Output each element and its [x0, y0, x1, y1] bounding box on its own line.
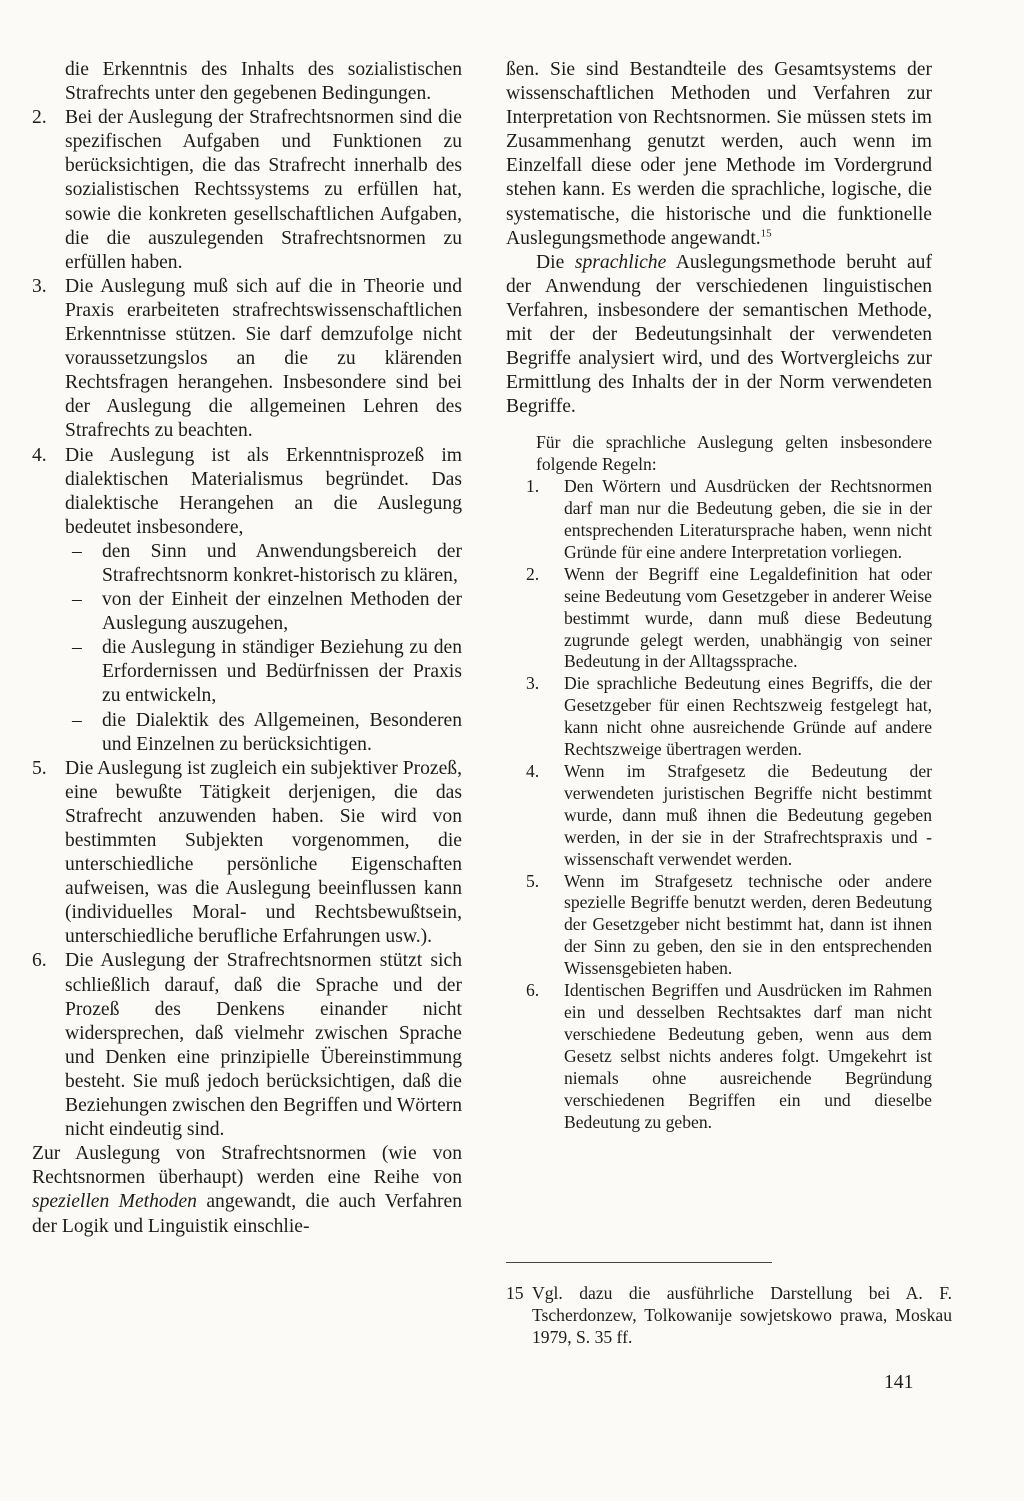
dash-item [32, 540, 462, 588]
rule-text: Wenn im Strafgesetz technische oder andere spezielle Begriffe benutzt werden, deren Bedeutung der Gesetzgeber nicht bestimmt hat, dann ist ihnen der Sinn zu geben, den sie in den entsprechenden Wissensgebieten haben. [564, 870, 932, 979]
rule-item [506, 761, 932, 871]
dash-marker: – [72, 540, 82, 562]
dash-marker: – [72, 709, 82, 731]
footnote [506, 1283, 952, 1349]
left-column [32, 58, 462, 1239]
list-item-5 [32, 757, 462, 950]
rule-text: Die sprachliche Bedeutung eines Begriffs, die der Gesetzgeber für einen Rechtszweig festgelegt hat, kann nicht ohne ausreichende Gründe auf andere Rechtszweige übertragen werden. [564, 673, 932, 760]
dash-text: den Sinn und Anwendungsbereich der Strafrechtsnorm konkret-historisch zu klären, [102, 540, 462, 586]
dash-item [32, 709, 462, 757]
footnote-divider [506, 1262, 772, 1263]
rules-intro: Für die sprachliche Auslegung gelten insbesondere folgende Regeln: [536, 432, 932, 475]
paragraph-text: Die [536, 251, 575, 273]
list-number: 5. [32, 757, 47, 779]
list-item-3 [32, 275, 462, 444]
rule-text: Identischen Begriffen und Ausdrücken im Rahmen ein und desselben Rechtsaktes darf man nicht verschiedene Bedeutung geben, wenn aus dem Gesetz selbst nichts anderes folgt. Umgekehrt ist niemals ohne ausreichende Begründung verschiedenen Begriffen ein und dieselbe Bedeutung zu geben. [564, 980, 932, 1132]
rule-text: Wenn im Strafgesetz die Bedeutung der verwendeten juristischen Begriffe nicht bestimmt wurde, dann muß ihnen die Bedeutung gegeben werden, in der sie in der Strafrechtspraxis und -wissenschaft verwendet werden. [564, 761, 932, 869]
methods-continuation [506, 58, 932, 251]
dash-text: die Auslegung in ständiger Beziehung zu den Erfordernissen und Bedürfnissen der Praxis zu entwickeln, [102, 637, 462, 707]
footnote-reference: 15 [760, 227, 772, 240]
list-item-2 [32, 106, 462, 275]
rule-item [506, 476, 932, 564]
page-number: 141 [884, 1372, 914, 1393]
linguistic-method-paragraph [506, 251, 932, 420]
rule-number: 3. [526, 673, 540, 694]
list-text: Die Auslegung muß sich auf die in Theorie und Praxis erarbeiteten strafrechtswissenschaftlichen Erkenntnisse stützen. Sie darf demzufolge nicht voraussetzungslos an die zu klärenden Rechtsfragen herangehen. Insbesondere sind bei der Auslegung die allgemeinen Lehren des Strafrechts zu beachten. [65, 275, 462, 442]
list-number: 2. [32, 107, 47, 129]
list-number: 3. [32, 275, 47, 297]
paragraph-text: angewandt, die auch Verfahren der Logik und Linguistik einschlie- [32, 1191, 463, 1237]
rule-number: 2. [526, 563, 540, 584]
methods-paragraph [32, 1142, 462, 1238]
list-item-6 [32, 949, 462, 1142]
footnote-number: 15 [506, 1283, 524, 1303]
rule-item [506, 871, 932, 981]
list-text: Die Auslegung der Strafrechtsnormen stützt sich schließlich darauf, daß die Sprache und der Prozeß des Denkens einander nicht widersprechen, daß vielmehr zwischen Sprache und Denken eine prinzipielle Übereinstimmung besteht. Sie muß jedoch berücksichtigen, daß die Beziehungen zwischen den Begriffen und Wörtern nicht eindeutig sind. [65, 950, 463, 1141]
dash-text: die Dialektik des Allgemeinen, Besonderen und Einzelnen zu berücksichtigen. [102, 709, 462, 755]
footnote-text: Vgl. dazu die ausführliche Darstellung bei A. F. Tscherdonzew, Tolkowanije sowjetskowo prawa, Moskau 1979, S. 35 ff. [532, 1283, 952, 1347]
list-number: 6. [32, 950, 47, 972]
dash-text: von der Einheit der einzelnen Methoden der Auslegung auszugehen, [102, 589, 462, 635]
rule-text: Den Wörtern und Ausdrücken der Rechtsnormen darf man nur die Bedeutung geben, die sie in der entsprechenden Literatursprache haben, wenn nicht Gründe für eine andere Interpretation vorliegen. [564, 476, 932, 562]
rule-item [506, 673, 932, 761]
dash-item [32, 588, 462, 636]
right-column [506, 58, 932, 1133]
emphasis-text: sprachliche [574, 251, 667, 273]
rule-number: 4. [526, 761, 540, 781]
item1-continuation: die Erkenntnis des Inhalts des sozialistischen Strafrechts unter den gegebenen Bedingungen. [65, 59, 462, 105]
dash-item [32, 636, 462, 708]
list-text: Die Auslegung ist als Erkenntnisprozeß im dialektischen Materialismus begründet. Das dialektische Herangehen an die Auslegung bedeutet insbesondere, [65, 444, 462, 538]
paragraph-text: Auslegungsmethode beruht auf der Anwendung der verschiedenen linguistischen Verfahren, insbesondere der semantischen Methode, mit der der Bedeutungsinhalt der verwendeten Begriffe analysiert wird, und des Wortvergleichs zur Ermittlung des Inhalts der in der Norm verwendeten Begriffe. [506, 251, 932, 418]
list-item-4 [32, 444, 462, 540]
dash-marker: – [72, 637, 82, 659]
rule-text: Wenn der Begriff eine Legaldefinition hat oder seine Bedeutung vom Gesetzgeber in anderer Weise bestimmt wurde, dann muß diese Bedeutung zugrunde gelegt werden, unabhängig von seiner Bedeutung in der Alltagssprache. [564, 563, 932, 672]
rule-number: 1. [526, 476, 540, 497]
rule-number: 5. [526, 870, 540, 891]
dash-marker: – [72, 589, 82, 611]
list-text: Bei der Auslegung der Strafrechtsnormen sind die spezifischen Aufgaben und Funktionen zu berücksichtigen, die das Strafrecht innerhalb des sozialistischen Rechtssystems zu erfüllen hat, sowie die konkreten gesellschaftlichen Aufgaben, die die auszulegenden Strafrechtsnormen zu erfüllen haben. [65, 107, 462, 273]
emphasis-text: speziellen Methoden [32, 1191, 197, 1213]
rule-item [506, 980, 932, 1133]
paragraph-text: ßen. Sie sind Bestandteile des Gesamtsystems der wissenschaftlichen Methoden und Verfahren zur Interpretation von Rechtsnormen. Sie müssen stets im Zusammenhang genutzt werden, auch wenn im Einzelfall diese oder jene Methode im Vordergrund stehen kann. Es werden die sprachliche, logische, die systematische, die historische und die funktionelle Auslegungsmethode angewandt. [506, 59, 932, 249]
list-text: Die Auslegung ist zugleich ein subjektiver Prozeß, eine bewußte Tätigkeit derjenigen, die das Strafrecht anzuwenden haben. Sie wird von bestimmten Subjekten vorgenommen, die unterschiedliche persönliche Eigenschaften aufweisen, was die Auslegung beeinflussen kann (individuelles Moral- und Rechtsbewußtsein, unterschiedliche berufliche Erfahrungen usw.). [65, 757, 462, 948]
rule-item [506, 564, 932, 674]
paragraph-text: Zur Auslegung von Strafrechtsnormen (wie von Rechtsnormen überhaupt) werden eine Reihe von [32, 1143, 462, 1189]
list-number: 4. [32, 444, 47, 466]
rule-number: 6. [526, 980, 540, 1001]
